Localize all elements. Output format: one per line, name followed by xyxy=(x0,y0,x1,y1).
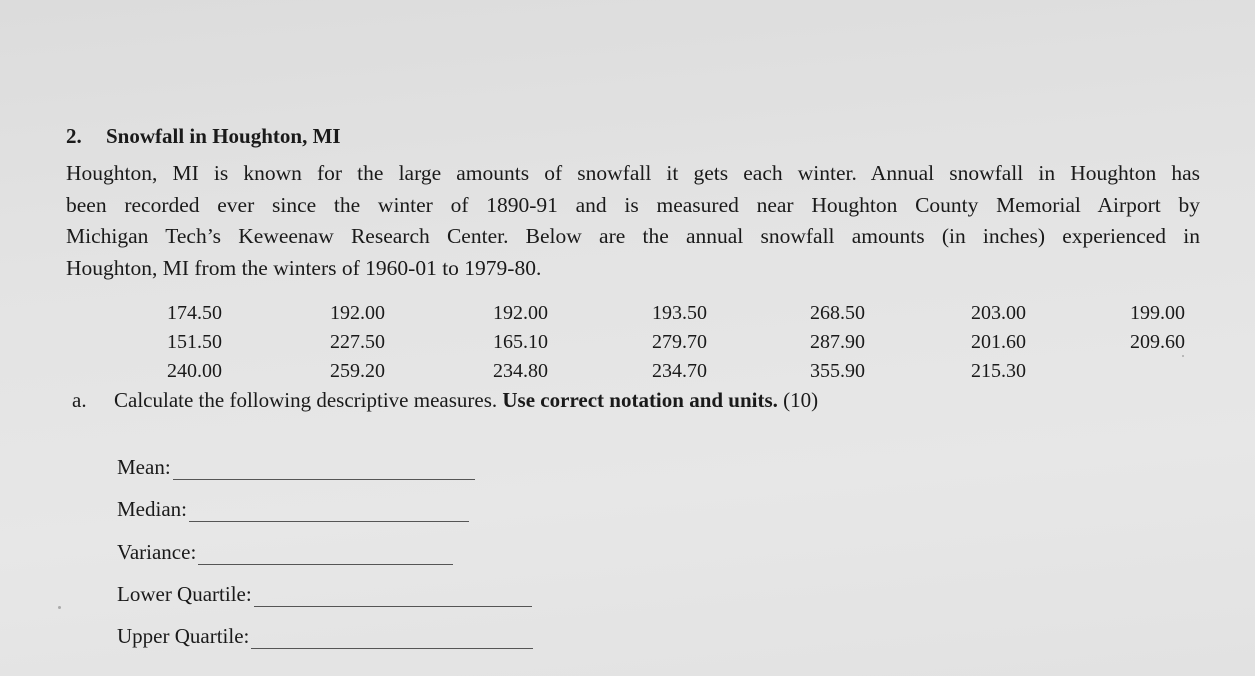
lower-quartile-answer-row xyxy=(117,582,532,607)
median-answer-row xyxy=(117,497,469,522)
problem-number: 2. xyxy=(66,124,82,148)
problem-heading xyxy=(66,124,341,149)
snowfall-value: 192.00 xyxy=(330,302,385,324)
snowfall-value: 234.80 xyxy=(493,360,548,382)
mean-answer-row xyxy=(117,455,475,480)
variance-label: Variance: xyxy=(117,540,197,564)
variance-answer-blank[interactable] xyxy=(198,544,453,565)
problem-title: Snowfall in Houghton, MI xyxy=(106,124,341,148)
upper-quartile-answer-blank[interactable] xyxy=(251,628,533,649)
intro-line-1: Houghton, MI is known for the large amounts of snowfall it gets each winter. Annual snowfall in Houghton has xyxy=(66,161,1200,185)
snowfall-value: 193.50 xyxy=(652,302,707,324)
snowfall-value: 203.00 xyxy=(971,302,1026,324)
snowfall-value: 279.70 xyxy=(652,331,707,353)
snowfall-value: 355.90 xyxy=(810,360,865,382)
intro-line-3: Michigan Tech’s Keweenaw Research Center. Below are the annual snowfall amounts (in inches) experienced in xyxy=(66,224,1200,248)
mean-label: Mean: xyxy=(117,455,171,479)
median-label: Median: xyxy=(117,497,187,521)
snowfall-value: 268.50 xyxy=(810,302,865,324)
part-a-prompt xyxy=(72,388,818,413)
part-a-points: (10) xyxy=(777,388,819,412)
snowfall-data-table xyxy=(100,302,1220,392)
paper-speck xyxy=(1182,355,1184,357)
part-a-letter: a. xyxy=(72,388,87,412)
variance-answer-row xyxy=(117,540,453,565)
snowfall-value: 259.20 xyxy=(330,360,385,382)
snowfall-value: 240.00 xyxy=(167,360,222,382)
part-a-bold-text: Use correct notation and units. xyxy=(502,388,778,412)
snowfall-value: 151.50 xyxy=(167,331,222,353)
snowfall-value: 165.10 xyxy=(493,331,548,353)
median-answer-blank[interactable] xyxy=(189,501,469,522)
snowfall-value: 199.00 xyxy=(1130,302,1185,324)
snowfall-value: 227.50 xyxy=(330,331,385,353)
paper-speck xyxy=(58,606,61,609)
snowfall-value: 201.60 xyxy=(971,331,1026,353)
lower-quartile-answer-blank[interactable] xyxy=(254,586,532,607)
lower-quartile-label: Lower Quartile: xyxy=(117,582,252,606)
snowfall-value: 287.90 xyxy=(810,331,865,353)
intro-line-2: been recorded ever since the winter of 1890-91 and is measured near Houghton County Memorial Airport by xyxy=(66,192,1200,217)
snowfall-value: 192.00 xyxy=(493,302,548,324)
snowfall-value: 215.30 xyxy=(971,360,1026,382)
intro-line-4: Houghton, MI from the winters of 1960-01 to 1979-80. xyxy=(66,255,542,280)
mean-answer-blank[interactable] xyxy=(173,459,475,480)
snowfall-value: 234.70 xyxy=(652,360,707,382)
problem-intro xyxy=(66,158,1200,284)
upper-quartile-label: Upper Quartile: xyxy=(117,624,250,648)
snowfall-value: 209.60 xyxy=(1130,331,1185,353)
upper-quartile-answer-row xyxy=(117,624,533,649)
part-a-text: Calculate the following descriptive measures. xyxy=(114,388,503,412)
snowfall-value: 174.50 xyxy=(167,302,222,324)
